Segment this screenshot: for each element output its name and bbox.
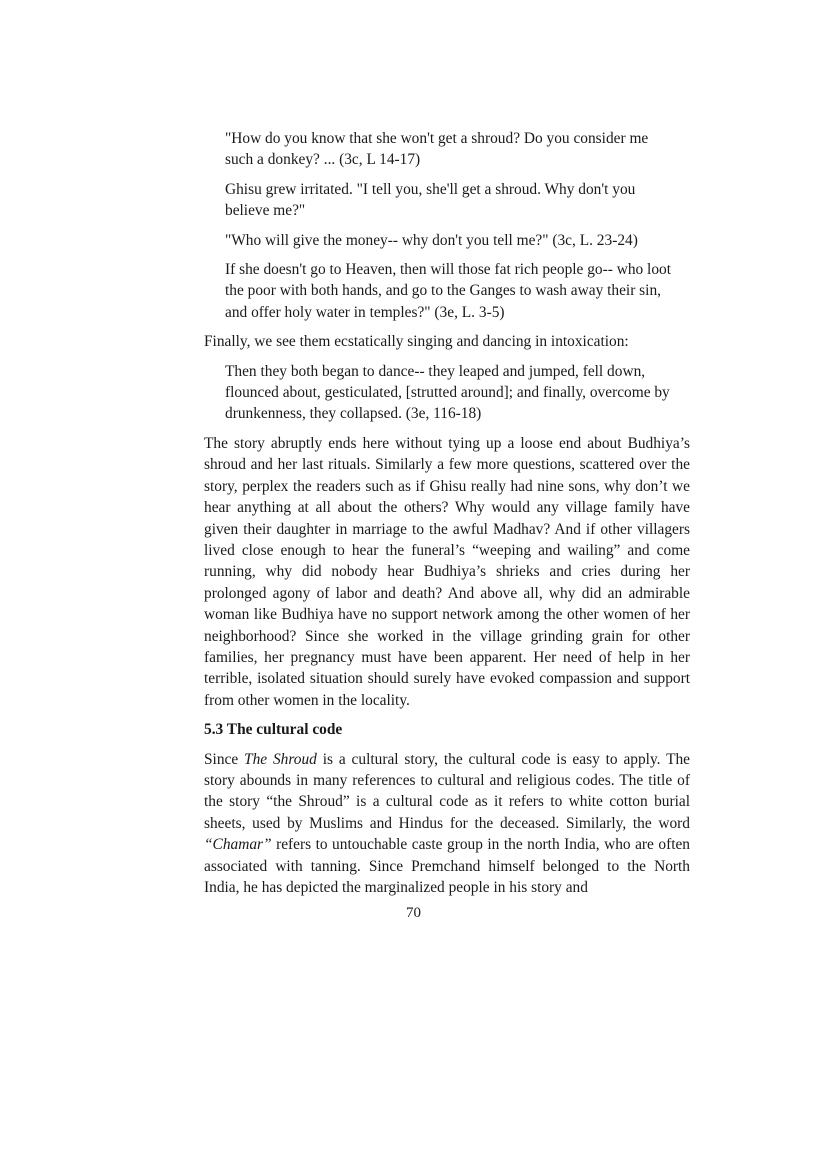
paragraph-text: Since xyxy=(204,750,245,768)
paragraph-cultural-code xyxy=(204,749,690,899)
page-body xyxy=(204,128,690,906)
paragraph-text: refers to untouchable caste group in the north India, who are often associated with tanning. Since Premchand himself belonged to the North India, he has depicted the marginalized people in his story and xyxy=(204,836,690,896)
lead-in-sentence: Finally, we see them ecstatically singing and dancing in intoxication: xyxy=(204,333,629,351)
quote-who-will-give-money: "Who will give the money-- why don't you tell me?" (3c, L. 23-24) xyxy=(225,231,638,249)
quote-dance: Then they both began to dance-- they leaped and jumped, fell down, flounced about, gesticulated, [strutted around]; and finally, overcome by drunkenness, they collapsed. (3e, 116-18) xyxy=(225,362,670,423)
story-title-italic: The Shroud xyxy=(244,750,317,768)
quote-heaven: If she doesn't go to Heaven, then will those fat rich people go-- who loot the poor with both hands, and go to the Ganges to wash away their sin, and offer holy water in temples?" (3e, L. 3-5) xyxy=(225,261,671,321)
paragraph-loose-ends: The story abruptly ends here without tying up a loose end about Budhiya’s shroud and her last rituals. Similarly a few more questions, scattered over the story, perplex the readers such as if Ghisu really had nine sons, why don’t we hear anything at all about the others? Why would any village family have given their daughter in marriage to the awful Madhav? And if other villagers lived close enough to hear the funeral’s “weeping and wailing” and come running, why did nobody hear Budhiya’s shrieks and cries during her prolonged agony of labor and death? And above all, why did an admirable woman like Budhiya have no support network among the other women of her neighborhood? Since she worked in the village grinding grain for other families, her pregnancy must have been apparent. Her need of help in her terrible, isolated situation should surely have evoked compassion and support from other women in the locality. xyxy=(204,434,690,709)
quote-ghisu-irritated: Ghisu grew irritated. "I tell you, she'll get a shroud. Why don't you believe me?" xyxy=(225,180,636,220)
paragraph-text: is a cultural story, the cultural code is easy to apply. The story abounds in many references to cultural and religious codes. The title of the story “the Shroud” is a cultural code as it refers to white cotton burial sheets, used by Muslims and Hindus for the deceased. Similarly, the word xyxy=(204,750,690,832)
quote-shroud-donkey: "How do you know that she won't get a shroud? Do you consider me such a donkey? ... (3c, L 14-17) xyxy=(225,130,649,169)
page-number: 70 xyxy=(406,905,421,921)
section-heading: 5.3 The cultural code xyxy=(204,721,343,739)
chamar-term-italic: “Chamar” xyxy=(204,836,272,854)
